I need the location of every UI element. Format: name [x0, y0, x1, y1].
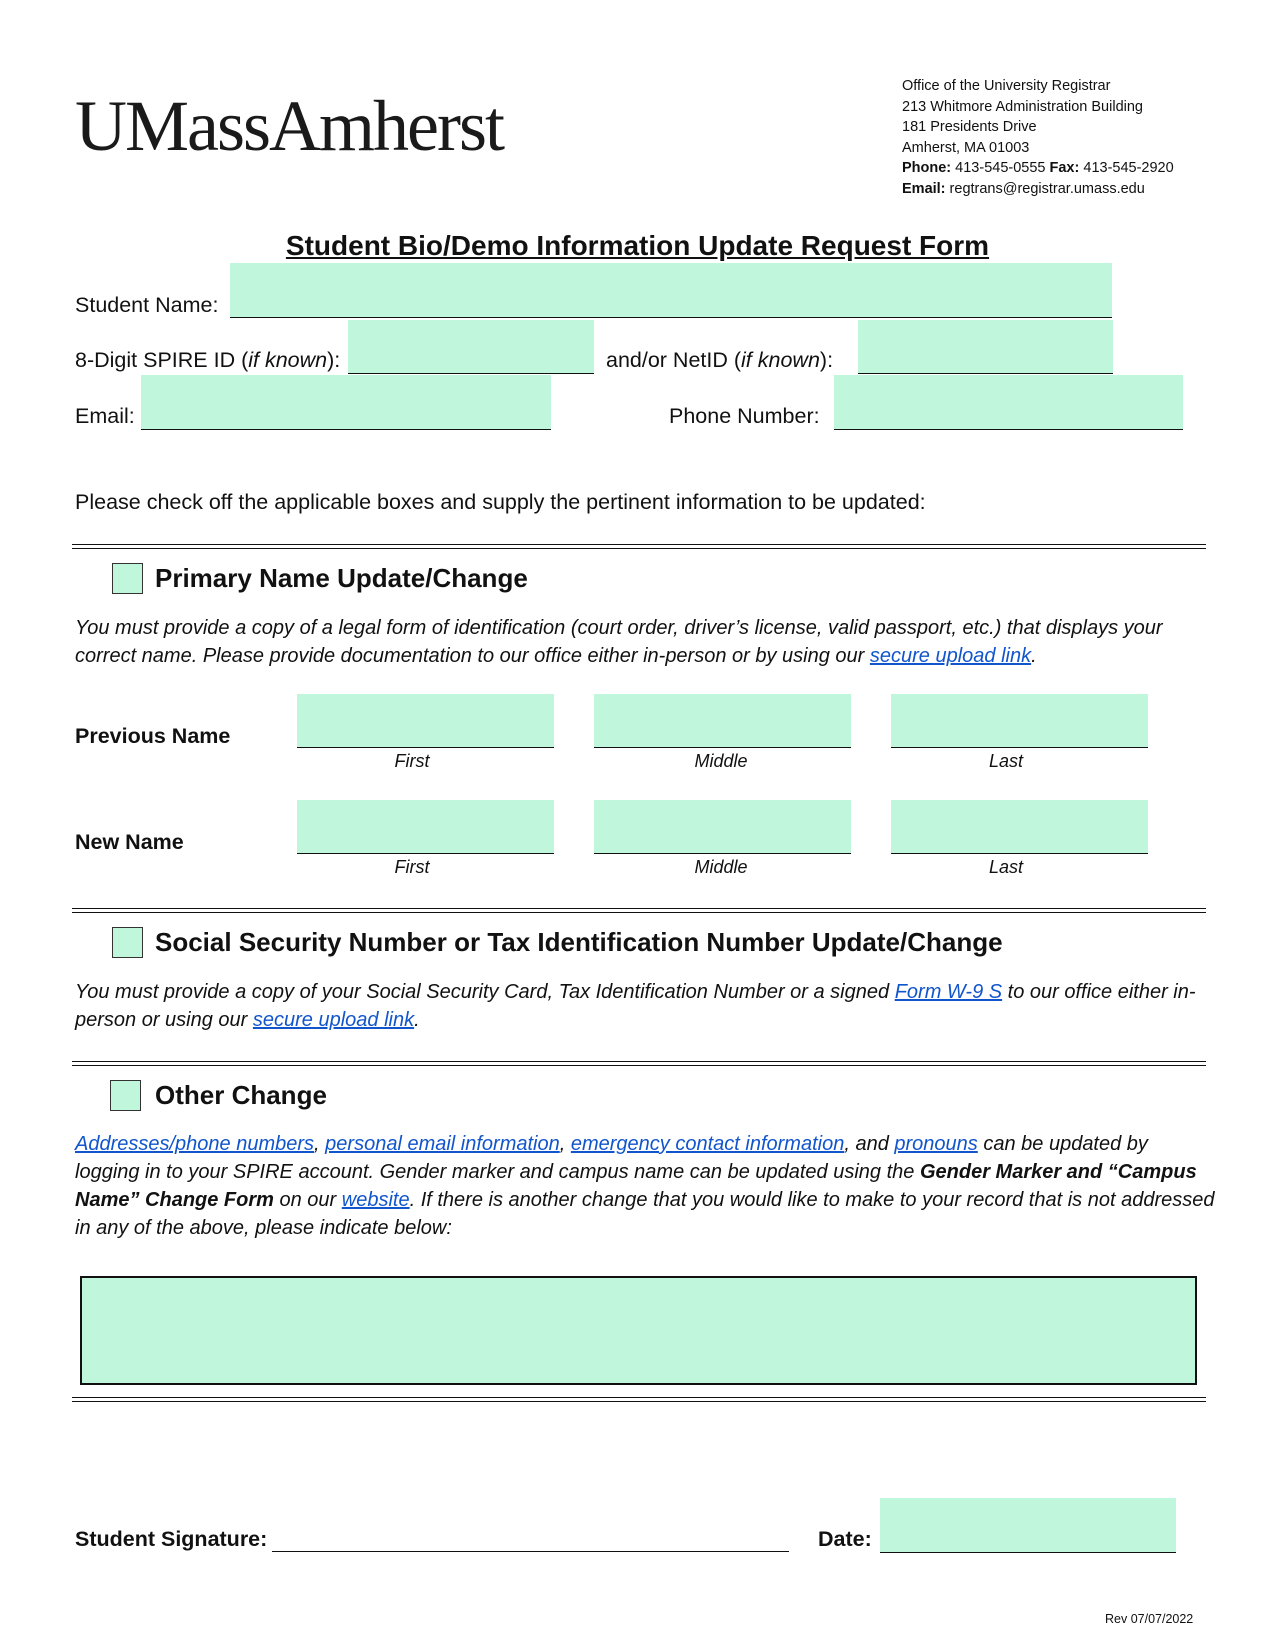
ssn-checkbox[interactable]	[112, 927, 143, 958]
fax-label: Fax:	[1049, 160, 1080, 176]
netid-field[interactable]	[858, 320, 1113, 374]
date-field[interactable]	[880, 1498, 1176, 1553]
previous-first-field[interactable]	[297, 694, 554, 748]
form-title: Student Bio/Demo Information Update Request Form	[285, 230, 990, 261]
other-change-textarea[interactable]	[80, 1276, 1197, 1385]
pronouns-link[interactable]: pronouns	[894, 1133, 978, 1155]
emergency-contact-link[interactable]: emergency contact information	[570, 1133, 845, 1155]
previous-last-field[interactable]	[891, 694, 1148, 748]
instructions-text: Please check off the applicable boxes and supply the pertinent information to be updated:	[75, 490, 926, 514]
website-link[interactable]: website	[341, 1189, 410, 1211]
student-signature-line[interactable]	[272, 1551, 789, 1552]
registrar-contact-block	[902, 76, 1174, 199]
office-line: Office of the University Registrar	[902, 78, 1111, 94]
previous-middle-field[interactable]	[594, 694, 851, 748]
umass-amherst-logo: UMassAmherst	[75, 86, 503, 166]
new-name-label: New Name	[75, 830, 184, 854]
primary-name-heading: Primary Name Update/Change	[155, 563, 528, 593]
netid-label: and/or NetID (if known):	[606, 348, 834, 372]
email-value: regtrans@registrar.umass.edu	[949, 180, 1145, 197]
primary-name-checkbox[interactable]	[112, 563, 143, 594]
new-first-field[interactable]	[297, 800, 554, 854]
new-middle-field[interactable]	[594, 800, 851, 854]
new-last-field[interactable]	[891, 800, 1148, 854]
previous-first-caption: First	[394, 751, 430, 771]
ssn-description: You must provide a copy of your Social Security Card, Tax Identification Number or a signed Form W-9 S to our office either in-person or using our secure upload link.	[75, 981, 1196, 1031]
student-name-label: Student Name:	[75, 293, 219, 317]
gender-marker-form-name: Gender Marker and “Campus Name” Change Form	[75, 1161, 1197, 1211]
phone-number-field[interactable]	[834, 375, 1183, 430]
email-label: Email:	[75, 404, 135, 428]
form-w9s-link[interactable]: Form W-9 S	[894, 981, 1003, 1003]
date-label: Date:	[818, 1527, 872, 1551]
phone-number-label: Phone Number:	[669, 404, 820, 428]
student-name-field[interactable]	[230, 263, 1112, 318]
previous-middle-caption: Middle	[694, 751, 748, 771]
previous-name-label: Previous Name	[75, 724, 231, 748]
section-divider	[72, 1061, 1206, 1066]
personal-email-link[interactable]: personal email information	[325, 1133, 560, 1155]
email-field[interactable]	[141, 375, 551, 430]
student-signature-label: Student Signature:	[75, 1527, 268, 1551]
other-change-description: Addresses/phone numbers, personal email information, emergency contact information, and pronouns can be updated by logging in to your SPIRE account. Gender marker and campus name can be updated using the Gender Marker and “Campus Name” Change Form on our website. If there is another change that you would like to make to your record that is not addressed in any of the above, please indicate below:	[75, 1133, 1215, 1239]
new-first-caption: First	[394, 857, 430, 877]
primary-name-description: You must provide a copy of a legal form of identification (court order, driver’s license, valid passport, etc.) that displays your correct name. Please provide documentation to our office either in-person or by using our secure upload link.	[75, 617, 1163, 667]
ssn-heading: Social Security Number or Tax Identification Number Update/Change	[155, 927, 1003, 957]
office-line: Amherst, MA 01003	[902, 139, 1030, 156]
email-line	[902, 179, 1174, 200]
addresses-link[interactable]: Addresses/phone numbers	[75, 1133, 315, 1155]
secure-upload-link[interactable]: secure upload link	[869, 645, 1032, 667]
spire-id-label: 8-Digit SPIRE ID (if known):	[75, 348, 341, 372]
section-divider	[72, 1397, 1206, 1402]
fax-value: 413-545-2920	[1083, 160, 1174, 176]
email-label: Email:	[902, 180, 946, 197]
previous-last-caption: Last	[988, 751, 1024, 771]
phone-label: Phone:	[902, 160, 952, 176]
new-middle-caption: Middle	[694, 857, 748, 877]
secure-upload-link[interactable]: secure upload link	[252, 1009, 415, 1031]
office-line: 213 Whitmore Administration Building	[902, 98, 1143, 115]
section-divider	[72, 544, 1206, 549]
spire-id-field[interactable]	[348, 320, 594, 374]
phone-value: 413-545-0555	[955, 160, 1046, 176]
section-divider	[72, 908, 1206, 913]
phone-fax-line	[902, 158, 1174, 179]
other-change-checkbox[interactable]	[110, 1080, 141, 1111]
other-change-heading: Other Change	[155, 1080, 327, 1110]
office-line: 181 Presidents Drive	[902, 119, 1037, 135]
revision-date: Rev 07/07/2022	[1105, 1612, 1194, 1626]
new-last-caption: Last	[988, 857, 1024, 877]
